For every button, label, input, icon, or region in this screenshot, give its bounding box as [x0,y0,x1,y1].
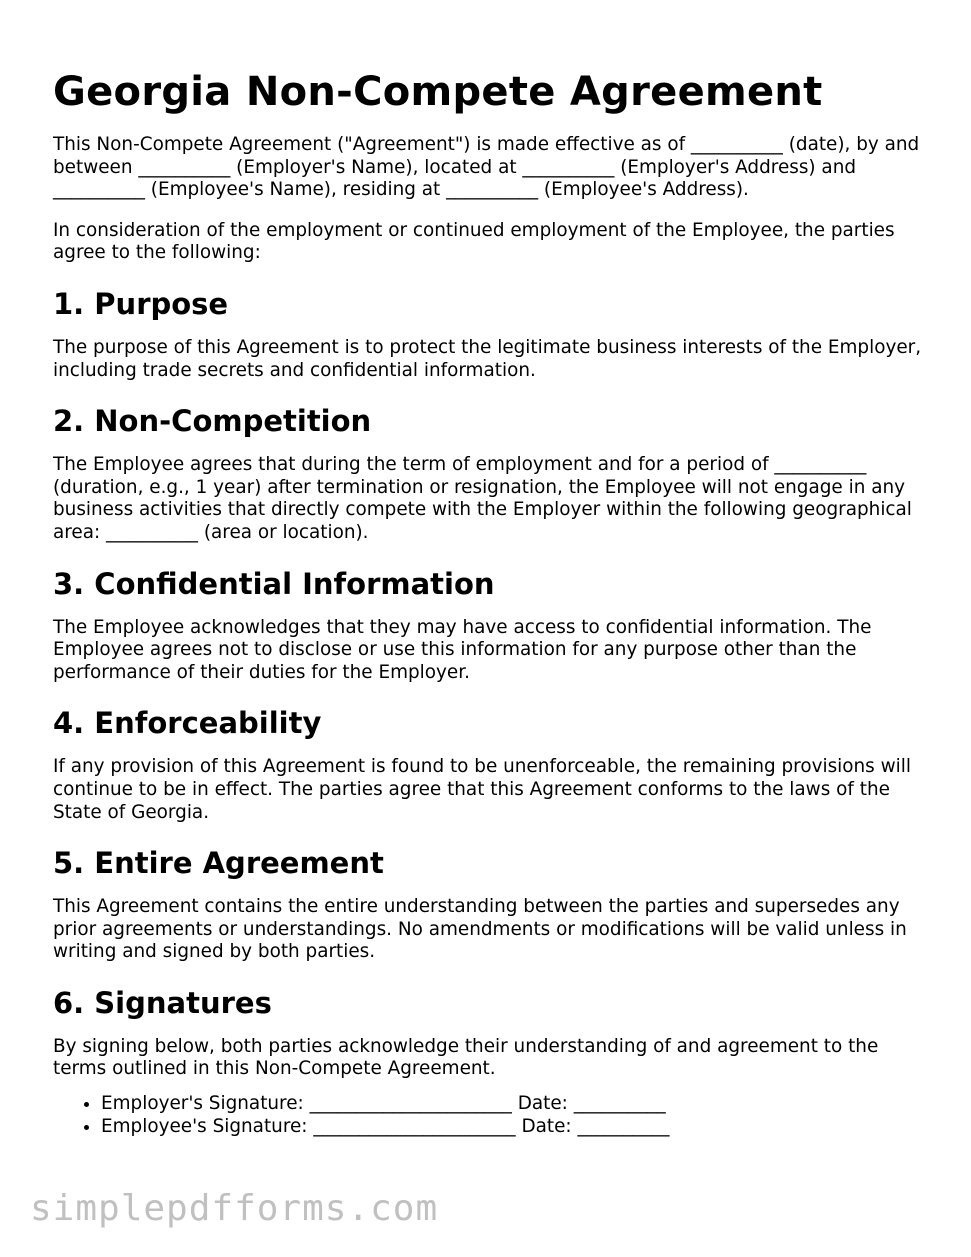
section-body: The purpose of this Agreement is to protect the legitimate business interests of the Employer, including trade secrets and confidential information. [53,336,922,381]
employer-signature-line: • Employer's Signature: ______________________ Date: __________ [101,1093,923,1116]
section-heading: 2. Non-Competition [53,404,372,439]
section-heading: 6. Signatures [53,985,272,1020]
section-body: By signing below, both parties acknowledge their understanding of and agreement to the terms outlined in this Non-Compete Agreement. [53,1035,879,1080]
signature-list [53,1093,923,1138]
section-body: The Employee acknowledges that they may have access to confidential information. The Employee agrees not to disclose or use this information for any purpose other than the performance of their duties for the Employer. [53,616,872,683]
section-body: The Employee agrees that during the term of employment and for a period of __________ (duration, e.g., 1 year) after termination or resignation, the Employee will not engage in any business activities that directly compete with the Employer within the following geographical area: __________ (area or location). [53,454,912,543]
document [53,66,923,1138]
watermark: simplepdfforms.com [30,1188,439,1229]
employee-signature-line: • Employee's Signature: ______________________ Date: __________ [101,1116,923,1139]
section-body: This Agreement contains the entire understanding between the parties and supersedes any prior agreements or understandings. No amendments or modifications will be valid unless in writing and signed by both parties. [53,896,907,963]
section-heading: 4. Enforceability [53,706,322,741]
section-heading: 5. Entire Agreement [53,846,384,881]
intro-paragraph: This Non-Compete Agreement ("Agreement") is made effective as of __________ (date), by and between __________ (Employer's Name), located at __________ (Employer's Address) and __________ (Employee's Name), residing at __________ (Employee's Address). [53,134,920,201]
section-enforceability [53,704,923,824]
section-purpose [53,285,923,382]
section-entire-agreement [53,844,923,964]
intro [53,134,923,265]
section-body: If any provision of this Agreement is found to be unenforceable, the remaining provisions will continue to be in effect. The parties agree that this Agreement conforms to the laws of the State of Georgia. [53,756,911,823]
section-heading: 3. Confidential Information [53,566,495,601]
section-signatures [53,984,923,1138]
section-confidential-information [53,565,923,685]
intro-paragraph: In consideration of the employment or continued employment of the Employee, the parties agree to the following: [53,219,895,264]
document-title: Georgia Non-Compete Agreement [53,69,823,115]
section-non-competition [53,402,923,544]
section-heading: 1. Purpose [53,286,229,321]
